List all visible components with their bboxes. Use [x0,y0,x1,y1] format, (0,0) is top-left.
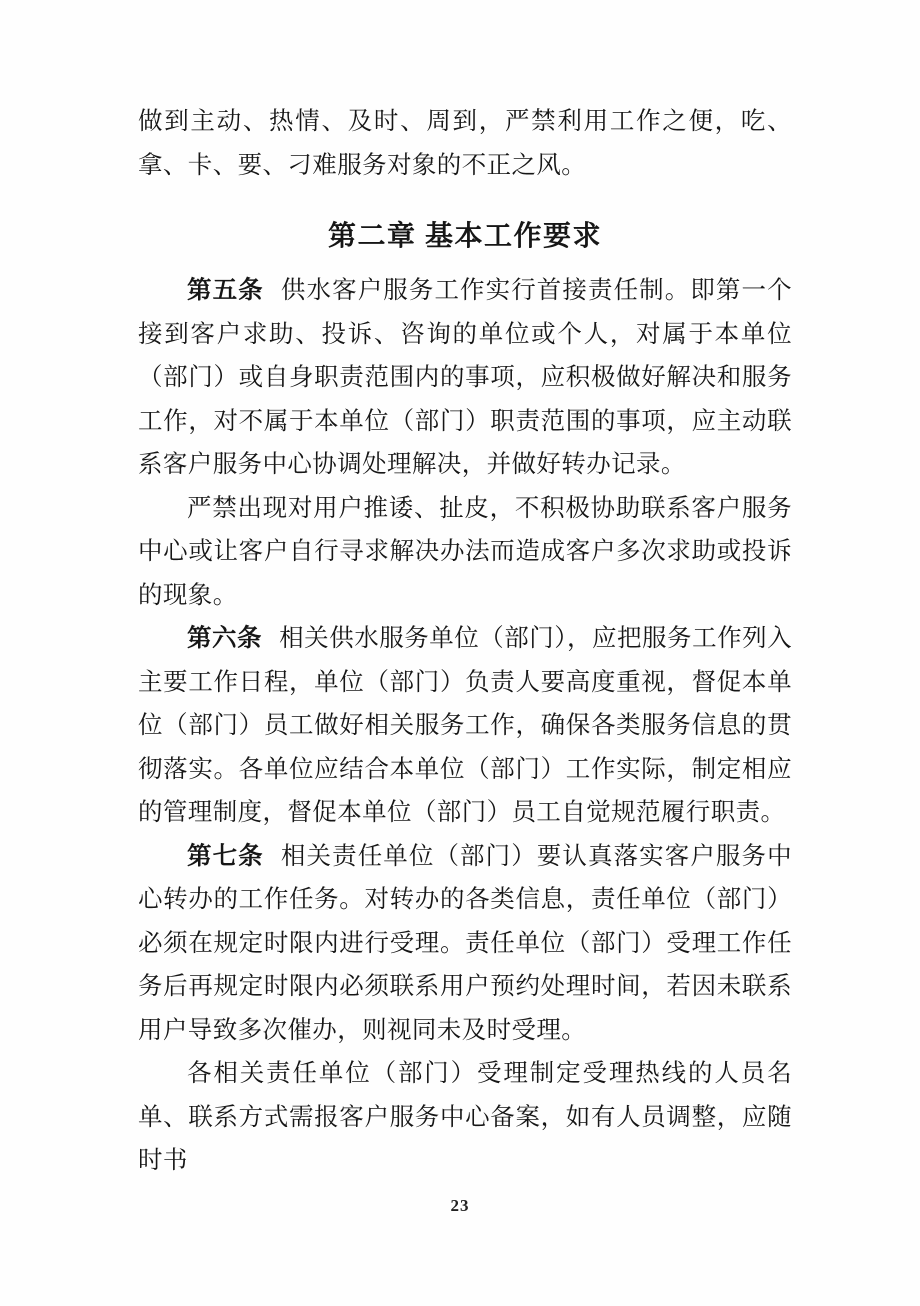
article-6-number: 第六条 [187,625,263,652]
article-5-supplement-paragraph: 严禁出现对用户推诿、扯皮，不积极协助联系客户服务中心或让客户自行寻求解决办法而造成客户多次求助或投诉的现象。 [138,494,792,609]
article-5-paragraph [138,269,792,487]
chapter-heading: 第二章 基本工作要求 [327,221,602,252]
document-text-block [138,100,792,1183]
page-number: 23 [450,1196,470,1215]
article-5-text: 供水客户服务工作实行首接责任制。即第一个接到客户求助、投诉、咨询的单位或个人，对属于本单位（部门）或自身职责范围内的事项，应积极做好解决和服务工作，对不属于本单位（部门）职责范围的事项，应主动联系客户服务中心协调处理解决，并做好转办记录。 [138,277,793,478]
article-6-paragraph [138,617,792,835]
article-7-text: 相关责任单位（部门）要认真落实客户服务中心转办的工作任务。对转办的各类信息，责任单位（部门）必须在规定时限内进行受理。责任单位（部门）受理工作任务后再规定时限内必须联系用户预约处理时间，若因未联系用户导致多次催办，则视同未及时受理。 [138,842,793,1044]
article-7-number: 第七条 [187,842,264,870]
article-5-number: 第五条 [187,277,264,304]
article-7-paragraph [138,835,792,1053]
continuation-paragraph: 做到主动、热情、及时、周到，严禁利用工作之便，吃、拿、卡、要、刁难服务对象的不正之风。 [138,108,792,179]
article-6-text: 相关供水服务单位（部门），应把服务工作列入主要工作日程，单位（部门）负责人要高度重视，督促本单位（部门）员工做好相关服务工作，确保各类服务信息的贯彻落实。各单位应结合本单位（部门）工作实际，制定相应的管理制度，督促本单位（部门）员工自觉规范履行职责。 [138,625,792,826]
article-7-supplement-paragraph: 各相关责任单位（部门）受理制定受理热线的人员名单、联系方式需报客户服务中心备案，如有人员调整，应随时书 [138,1060,792,1174]
